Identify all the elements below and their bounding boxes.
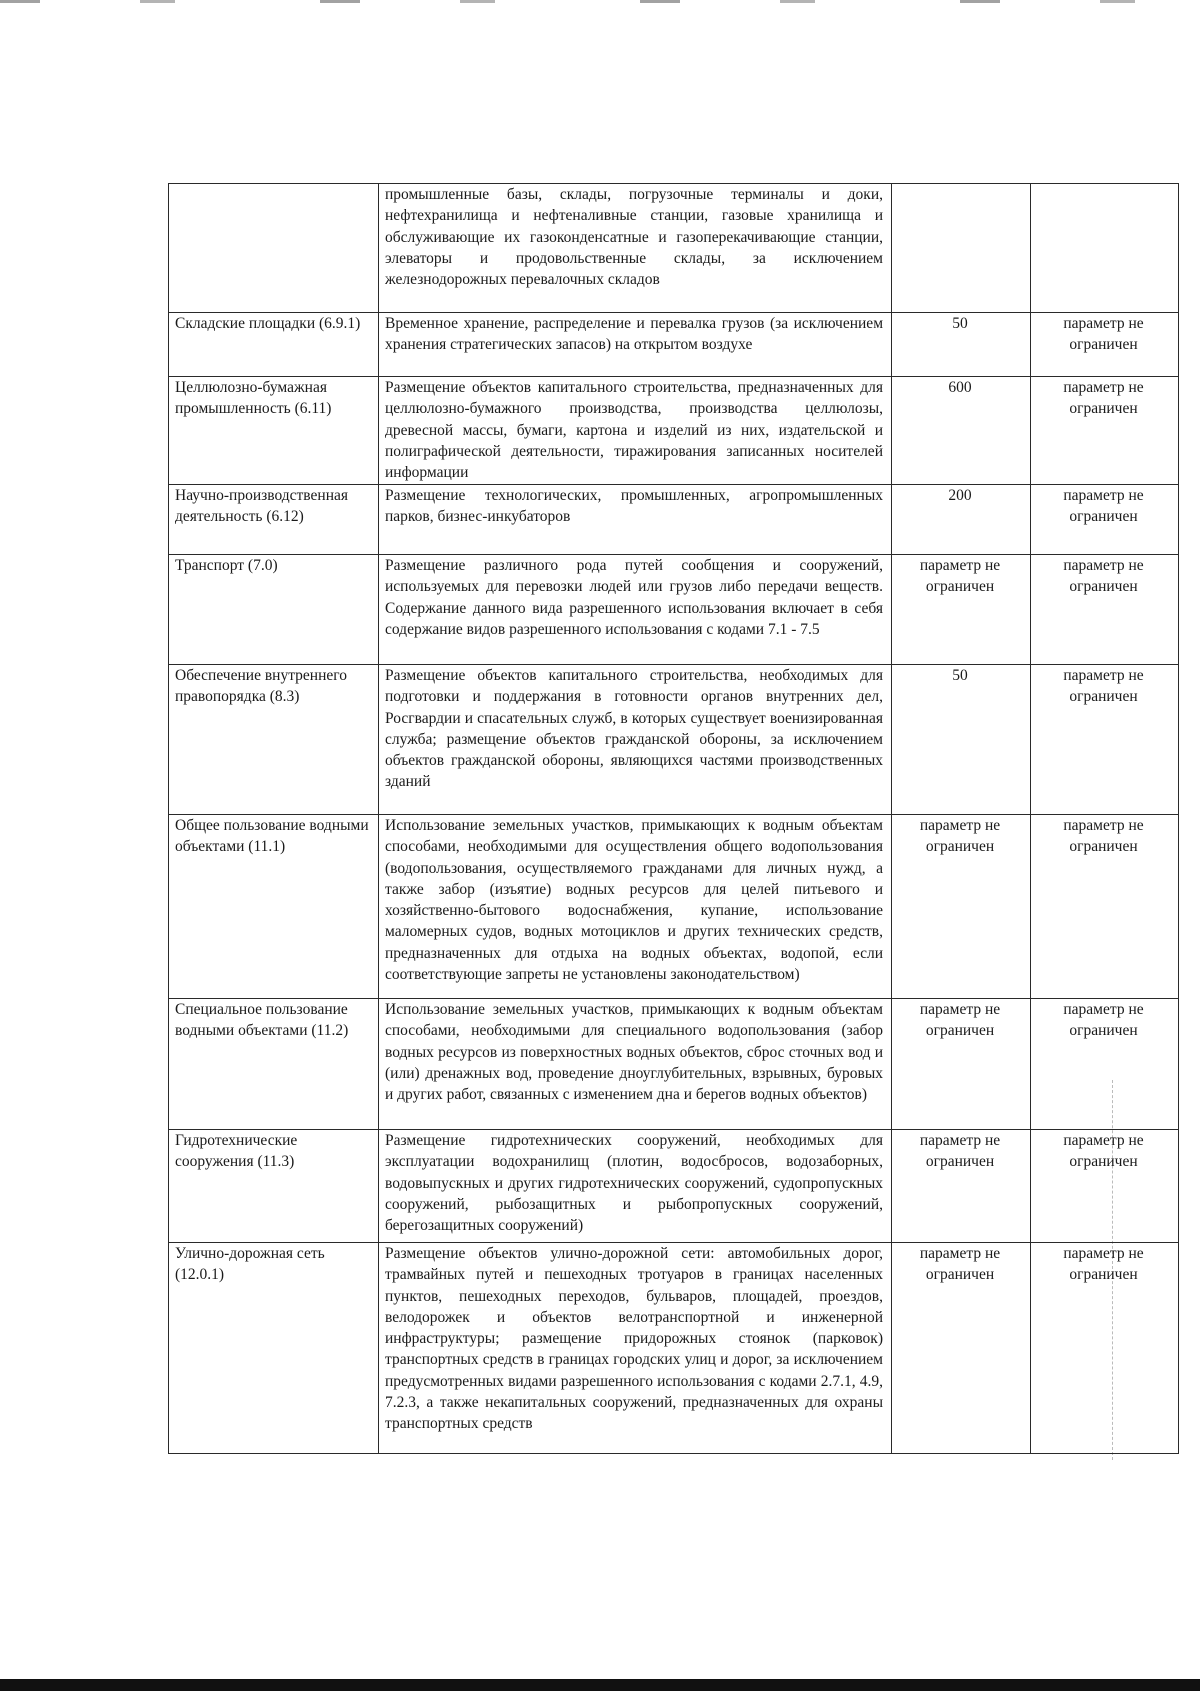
- use-name-cell: [169, 184, 379, 313]
- table-row: [169, 815, 1179, 999]
- use-description-cell: Использование земельных участков, примыкающих к водным объектам способами, необходимыми для специального водопользования (забор водных ресурсов из поверхностных водных объектов, сброс сточных вод и (или) дренажных вод, проведение дноуглубительных, взрывных, буровых и других работ, связанных с изменением дна и берегов водных объектов): [379, 999, 892, 1130]
- parameter-value-cell: [892, 184, 1031, 313]
- parameter-limit-cell: параметр не ограничен: [1031, 555, 1179, 665]
- parameter-value-cell: параметр не ограничен: [892, 815, 1031, 999]
- parameter-limit-cell: параметр не ограничен: [1031, 999, 1179, 1130]
- parameter-value-cell: 600: [892, 377, 1031, 485]
- parameter-value-cell: параметр не ограничен: [892, 1130, 1031, 1243]
- use-description-cell: Размещение различного рода путей сообщения и сооружений, используемых для перевозки людей или грузов либо передачи веществ. Содержание данного вида разрешенного использования включает в себя содержание видов разрешенного использования с кодами 7.1 - 7.5: [379, 555, 892, 665]
- table-row: [169, 999, 1179, 1130]
- use-name-cell: Научно-производственная деятельность (6.12): [169, 485, 379, 555]
- use-description-cell: Размещение объектов капитального строительства, предназначенных для целлюлозно-бумажного производства, производства целлюлозы, древесной массы, бумаги, картона и изделий из них, издательской и полиграфической деятельности, тиражирования записанных носителей информации: [379, 377, 892, 485]
- parameter-value-cell: параметр не ограничен: [892, 1243, 1031, 1454]
- use-name-cell: Специальное пользование водными объектами (11.2): [169, 999, 379, 1130]
- parameter-limit-cell: параметр не ограничен: [1031, 1130, 1179, 1243]
- use-description-cell: Размещение объектов капитального строительства, необходимых для подготовки и поддержания в готовности органов внутренних дел, Росгвардии и спасательных служб, в которых существует военизированная служба; размещение объектов гражданской обороны, за исключением объектов гражданской обороны, являющихся частями производственных зданий: [379, 665, 892, 815]
- table-row: [169, 665, 1179, 815]
- table-row: [169, 313, 1179, 377]
- use-name-cell: Гидротехнические сооружения (11.3): [169, 1130, 379, 1243]
- use-description-cell: Временное хранение, распределение и перевалка грузов (за исключением хранения стратегических запасов) на открытом воздухе: [379, 313, 892, 377]
- table-row: [169, 485, 1179, 555]
- table-row: [169, 1243, 1179, 1454]
- use-name-cell: Транспорт (7.0): [169, 555, 379, 665]
- parameter-limit-cell: параметр не ограничен: [1031, 377, 1179, 485]
- table-row: [169, 555, 1179, 665]
- parameter-value-cell: параметр не ограничен: [892, 555, 1031, 665]
- scan-edge-bottom: [0, 1679, 1200, 1691]
- table-row: [169, 377, 1179, 485]
- parameter-limit-cell: параметр не ограничен: [1031, 1243, 1179, 1454]
- parameter-value-cell: 50: [892, 665, 1031, 815]
- parameter-value-cell: 200: [892, 485, 1031, 555]
- use-description-cell: Размещение технологических, промышленных, агропромышленных парков, бизнес-инкубаторов: [379, 485, 892, 555]
- parameter-limit-cell: [1031, 184, 1179, 313]
- use-name-cell: Складские площадки (6.9.1): [169, 313, 379, 377]
- use-description-cell: промышленные базы, склады, погрузочные терминалы и доки, нефтехранилища и нефтеналивные станции, газовые хранилища и обслуживающие их газоконденсатные и газоперекачивающие станции, элеваторы и продовольственные склады, за исключением железнодорожных перевалочных складов: [379, 184, 892, 313]
- parameter-limit-cell: параметр не ограничен: [1031, 313, 1179, 377]
- use-description-cell: Размещение гидротехнических сооружений, необходимых для эксплуатации водохранилищ (плотин, водосбросов, водозаборных, водовыпускных и других гидротехнических сооружений, судопропускных сооружений, рыбозащитных и рыбопропускных сооружений, берегозащитных сооружений): [379, 1130, 892, 1243]
- use-name-cell: Общее пользование водными объектами (11.1): [169, 815, 379, 999]
- parameter-limit-cell: параметр не ограничен: [1031, 665, 1179, 815]
- use-description-cell: Размещение объектов улично-дорожной сети: автомобильных дорог, трамвайных путей и пешеходных тротуаров в границах населенных пунктов, пешеходных переходов, бульваров, площадей, проездов, велодорожек и объектов велотранспортной и инженерной инфраструктуры; размещение придорожных стоянок (парковок) транспортных средств в границах городских улиц и дорог, за исключением предусмотренных видами разрешенного использования с кодами 2.7.1, 4.9, 7.2.3, а также некапитальных сооружений, предназначенных для охраны транспортных средств: [379, 1243, 892, 1454]
- use-name-cell: Обеспечение внутреннего правопорядка (8.3): [169, 665, 379, 815]
- scan-edge-top: [0, 0, 1200, 3]
- parameter-value-cell: 50: [892, 313, 1031, 377]
- use-name-cell: Целлюлозно-бумажная промышленность (6.11): [169, 377, 379, 485]
- table-row: [169, 184, 1179, 313]
- land-use-table: [168, 183, 1179, 1454]
- table-row: [169, 1130, 1179, 1243]
- use-name-cell: Улично-дорожная сеть (12.0.1): [169, 1243, 379, 1454]
- parameter-value-cell: параметр не ограничен: [892, 999, 1031, 1130]
- use-description-cell: Использование земельных участков, примыкающих к водным объектам способами, необходимыми для осуществления общего водопользования (водопользования, осуществляемого гражданами для личных нужд, а также забор (изъятие) водных ресурсов для целей питьевого и хозяйственно-бытового водоснабжения, купание, использование маломерных судов, водных мотоциклов и других технических средств, предназначенных для отдыха на водных объектах, водопой, если соответствующие запреты не установлены законодательством): [379, 815, 892, 999]
- parameter-limit-cell: параметр не ограничен: [1031, 815, 1179, 999]
- parameter-limit-cell: параметр не ограничен: [1031, 485, 1179, 555]
